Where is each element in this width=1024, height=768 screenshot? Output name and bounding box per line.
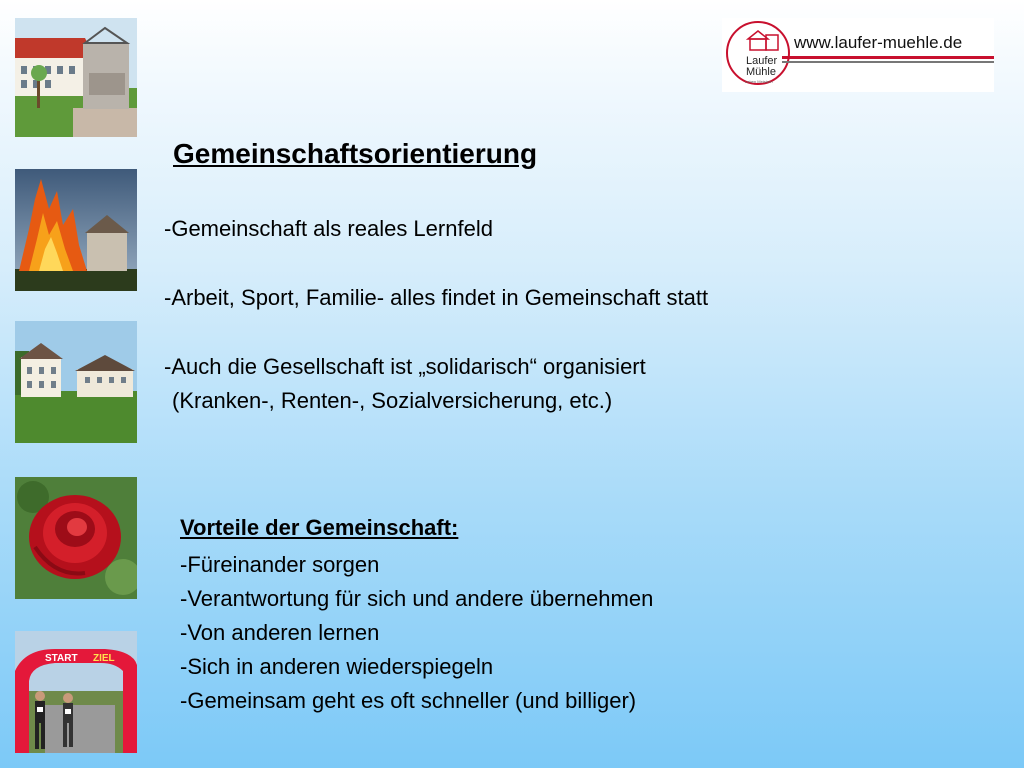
laufer-muehle-logo[interactable] [722, 18, 994, 92]
point-3: -Auch die Gesellschaft ist „solidarisch“ organisiert [164, 354, 646, 379]
vorteile-title: Vorteile der Gemeinschaft: [180, 515, 459, 540]
point-2: -Arbeit, Sport, Familie- alles findet in Gemeinschaft statt [164, 285, 709, 310]
vorteile-item: -Verantwortung für sich und andere übernehmen [180, 586, 654, 611]
building-with-sign-photo [15, 18, 137, 137]
vorteile-item: -Gemeinsam geht es oft schneller (und billiger) [180, 688, 637, 713]
logo-red-bar [782, 56, 994, 59]
slide-heading: Gemeinschaftsorientierung [173, 138, 538, 169]
point-1: -Gemeinschaft als reales Lernfeld [164, 216, 493, 241]
vorteile-item: -Füreinander sorgen [180, 552, 380, 577]
start-ziel-run-photo [15, 631, 137, 753]
buildings-meadow-photo [15, 321, 137, 443]
logo-gray-bar [782, 61, 994, 63]
red-rose-photo [15, 477, 137, 599]
logo-name-line1: Laufer [746, 55, 778, 67]
point-3-detail: (Kranken-, Renten-, Sozialversicherung, etc.) [172, 388, 613, 413]
logo-name-line2: Mühle [746, 66, 776, 78]
vorteile-item: -Sich in anderen wiederspiegeln [180, 654, 494, 679]
house-icon [746, 29, 780, 51]
start-banner-text: START [45, 653, 78, 664]
website-url-link[interactable]: www.laufer-muehle.de [794, 33, 963, 52]
vorteile-list [180, 548, 653, 718]
vorteile-item: -Von anderen lernen [180, 620, 380, 645]
bonfire-photo [15, 169, 137, 291]
logo-circle-emblem [726, 21, 790, 85]
ziel-banner-text: ZIEL [93, 653, 115, 664]
logo-tagline: Leben Meistern [745, 79, 773, 84]
